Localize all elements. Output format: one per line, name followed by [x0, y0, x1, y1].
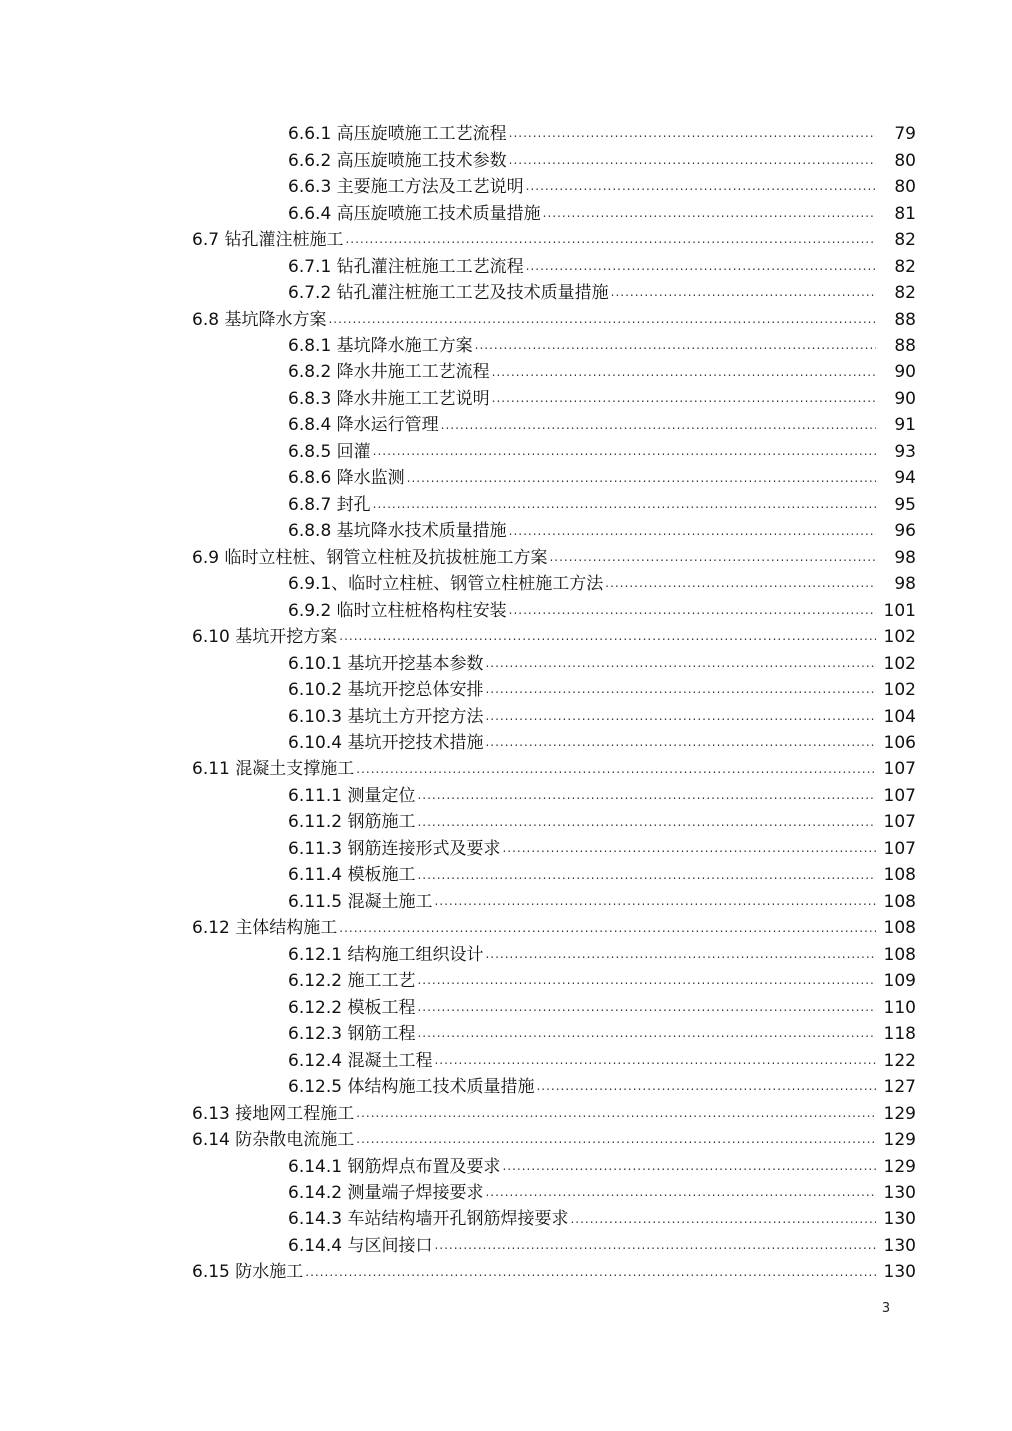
toc-entry-title: 6.6.3 主要施工方法及工艺说明	[288, 177, 524, 198]
dot-leader	[434, 889, 876, 915]
toc-entry[interactable]	[0, 994, 1012, 1020]
toc-entry-page-number: 90	[894, 362, 916, 383]
toc-entry[interactable]	[0, 571, 1012, 597]
toc-entry[interactable]	[0, 147, 1012, 173]
toc-entry-title: 6.9.2 临时立柱桩格构柱安装	[288, 600, 507, 621]
dot-leader	[475, 333, 876, 359]
toc-entry-page-number: 79	[894, 124, 916, 145]
toc-entry-title: 6.7.2 钻孔灌注桩施工工艺及技术质量措施	[288, 283, 609, 304]
toc-entry-page-number: 129	[883, 1130, 916, 1151]
toc-entry-title: 6.8.2 降水井施工工艺流程	[288, 362, 490, 383]
dot-leader	[434, 1047, 876, 1073]
dot-leader	[373, 439, 876, 465]
dot-leader	[526, 253, 876, 279]
dot-leader	[605, 571, 876, 597]
toc-entry-title: 6.12.2 施工工艺	[288, 971, 416, 992]
toc-entry-title: 6.8.3 降水井施工工艺说明	[288, 388, 490, 409]
dot-leader	[441, 412, 876, 438]
toc-entry-page-number: 81	[894, 203, 916, 224]
toc-entry-title: 6.12.4 混凝土工程	[288, 1050, 433, 1071]
table-of-contents	[0, 121, 1012, 1286]
dot-leader	[492, 359, 876, 385]
dot-leader	[407, 465, 876, 491]
dot-leader	[417, 862, 876, 888]
dot-leader	[549, 545, 876, 571]
dot-leader	[417, 1021, 876, 1047]
toc-entry[interactable]	[0, 730, 1012, 756]
toc-entry-page-number: 108	[883, 944, 916, 965]
toc-entry-title: 6.8.8 基坑降水技术质量措施	[288, 521, 507, 542]
toc-entry-page-number: 94	[894, 468, 916, 489]
toc-entry-page-number: 88	[894, 335, 916, 356]
toc-entry-page-number: 104	[883, 706, 916, 727]
toc-entry[interactable]	[0, 968, 1012, 994]
toc-entry[interactable]	[0, 915, 1012, 941]
toc-entry-page-number: 98	[894, 547, 916, 568]
toc-entry-page-number: 88	[894, 309, 916, 330]
toc-entry-title: 6.11.4 模板施工	[288, 865, 416, 886]
toc-entry-title: 6.10.3 基坑土方开挖方法	[288, 706, 484, 727]
toc-entry-title: 6.8.6 降水监测	[288, 468, 405, 489]
dot-leader	[417, 809, 876, 835]
toc-entry[interactable]	[0, 280, 1012, 306]
toc-entry[interactable]	[0, 677, 1012, 703]
dot-leader	[305, 1259, 876, 1285]
toc-entry-page-number: 98	[894, 574, 916, 595]
dot-leader	[509, 147, 876, 173]
dot-leader	[502, 836, 876, 862]
dot-leader	[509, 121, 876, 147]
toc-entry-page-number: 102	[883, 680, 916, 701]
toc-entry[interactable]	[0, 492, 1012, 518]
toc-entry-page-number: 91	[894, 415, 916, 436]
toc-entry[interactable]	[0, 1100, 1012, 1126]
toc-entry-page-number: 106	[883, 733, 916, 754]
toc-entry-page-number: 102	[883, 627, 916, 648]
toc-entry-page-number: 80	[894, 150, 916, 171]
toc-entry-page-number: 122	[883, 1050, 916, 1071]
toc-entry[interactable]	[0, 1206, 1012, 1232]
toc-entry-title: 6.8 基坑降水方案	[192, 309, 327, 330]
toc-entry-page-number: 102	[883, 653, 916, 674]
toc-entry-title: 6.6.4 高压旋喷施工技术质量措施	[288, 203, 541, 224]
dot-leader	[536, 1074, 876, 1100]
dot-leader	[417, 968, 876, 994]
toc-entry-title: 6.10.1 基坑开挖基本参数	[288, 653, 484, 674]
dot-leader	[434, 1233, 876, 1259]
toc-entry-title: 6.6.2 高压旋喷施工技术参数	[288, 150, 507, 171]
toc-entry-title: 6.11.2 钢筋施工	[288, 812, 416, 833]
toc-entry-page-number: 129	[883, 1156, 916, 1177]
toc-entry-title: 6.8.4 降水运行管理	[288, 415, 439, 436]
dot-leader	[526, 174, 876, 200]
toc-entry-title: 6.8.7 封孔	[288, 494, 371, 515]
toc-entry[interactable]	[0, 412, 1012, 438]
toc-entry[interactable]	[0, 359, 1012, 385]
toc-entry[interactable]	[0, 756, 1012, 782]
toc-entry[interactable]	[0, 253, 1012, 279]
toc-entry-page-number: 108	[883, 918, 916, 939]
toc-entry-title: 6.12 主体结构施工	[192, 918, 338, 939]
toc-entry-title: 6.8.1 基坑降水施工方案	[288, 335, 473, 356]
toc-entry-title: 6.12.1 结构施工组织设计	[288, 944, 484, 965]
toc-entry-page-number: 107	[883, 785, 916, 806]
dot-leader	[339, 624, 876, 650]
toc-entry-page-number: 82	[894, 256, 916, 277]
toc-entry-page-number: 93	[894, 441, 916, 462]
toc-entry-page-number: 129	[883, 1103, 916, 1124]
dot-leader	[485, 1180, 876, 1206]
toc-entry-title: 6.12.2 模板工程	[288, 997, 416, 1018]
toc-entry-title: 6.15 防水施工	[192, 1262, 304, 1283]
toc-entry-page-number: 130	[883, 1262, 916, 1283]
toc-entry-title: 6.11.3 钢筋连接形式及要求	[288, 838, 501, 859]
toc-entry-title: 6.11.1 测量定位	[288, 785, 416, 806]
dot-leader	[485, 703, 876, 729]
toc-entry-title: 6.13 接地网工程施工	[192, 1103, 355, 1124]
toc-entry[interactable]	[0, 1074, 1012, 1100]
toc-entry[interactable]	[0, 942, 1012, 968]
toc-entry[interactable]	[0, 1127, 1012, 1153]
toc-entry[interactable]	[0, 439, 1012, 465]
toc-entry[interactable]	[0, 545, 1012, 571]
dot-leader	[356, 1127, 876, 1153]
toc-entry-page-number: 108	[883, 865, 916, 886]
toc-entry[interactable]	[0, 121, 1012, 147]
toc-entry-title: 6.10.4 基坑开挖技术措施	[288, 733, 484, 754]
toc-entry-page-number: 107	[883, 812, 916, 833]
dot-leader	[502, 1153, 876, 1179]
toc-entry[interactable]	[0, 783, 1012, 809]
toc-entry-page-number: 107	[883, 759, 916, 780]
toc-entry[interactable]	[0, 333, 1012, 359]
toc-entry[interactable]	[0, 650, 1012, 676]
dot-leader	[485, 942, 876, 968]
toc-entry-page-number: 95	[894, 494, 916, 515]
toc-entry[interactable]	[0, 386, 1012, 412]
dot-leader	[356, 756, 876, 782]
toc-entry-page-number: 82	[894, 283, 916, 304]
toc-entry[interactable]	[0, 624, 1012, 650]
toc-entry-page-number: 130	[883, 1235, 916, 1256]
page-number: 3	[881, 1301, 891, 1316]
dot-leader	[485, 730, 876, 756]
toc-entry[interactable]	[0, 889, 1012, 915]
toc-entry-title: 6.10 基坑开挖方案	[192, 627, 338, 648]
toc-entry-title: 6.14.2 测量端子焊接要求	[288, 1182, 484, 1203]
toc-entry-title: 6.14 防杂散电流施工	[192, 1130, 355, 1151]
toc-entry-title: 6.11 混凝土支撑施工	[192, 759, 355, 780]
dot-leader	[611, 280, 876, 306]
dot-leader	[485, 677, 876, 703]
toc-entry-title: 6.7 钻孔灌注桩施工	[192, 230, 344, 251]
dot-leader	[328, 306, 876, 332]
dot-leader	[509, 597, 876, 623]
toc-entry-title: 6.9 临时立柱桩、钢管立柱桩及抗拔桩施工方案	[192, 547, 548, 568]
dot-leader	[509, 518, 876, 544]
toc-entry-title: 6.7.1 钻孔灌注桩施工工艺流程	[288, 256, 524, 277]
toc-entry-page-number: 90	[894, 388, 916, 409]
dot-leader	[570, 1206, 876, 1232]
toc-entry[interactable]	[0, 1021, 1012, 1047]
toc-entry[interactable]	[0, 465, 1012, 491]
toc-entry-title: 6.6.1 高压旋喷施工工艺流程	[288, 124, 507, 145]
toc-entry-title: 6.14.3 车站结构墙开孔钢筋焊接要求	[288, 1209, 569, 1230]
toc-entry-title: 6.12.5 体结构施工技术质量措施	[288, 1077, 535, 1098]
toc-entry-page-number: 108	[883, 891, 916, 912]
toc-entry-title: 6.11.5 混凝土施工	[288, 891, 433, 912]
toc-entry-page-number: 96	[894, 521, 916, 542]
toc-entry-page-number: 110	[883, 997, 916, 1018]
toc-entry-title: 6.10.2 基坑开挖总体安排	[288, 680, 484, 701]
toc-entry[interactable]	[0, 227, 1012, 253]
dot-leader	[543, 200, 876, 226]
toc-entry-page-number: 130	[883, 1209, 916, 1230]
toc-entry-title: 6.14.4 与区间接口	[288, 1235, 433, 1256]
toc-entry[interactable]	[0, 306, 1012, 332]
toc-entry[interactable]	[0, 1180, 1012, 1206]
dot-leader	[492, 386, 876, 412]
toc-entry[interactable]	[0, 200, 1012, 226]
toc-entry-page-number: 118	[883, 1024, 916, 1045]
toc-entry[interactable]	[0, 597, 1012, 623]
dot-leader	[417, 994, 876, 1020]
dot-leader	[417, 783, 876, 809]
dot-leader	[485, 650, 876, 676]
toc-entry-page-number: 82	[894, 230, 916, 251]
toc-entry-title: 6.12.3 钢筋工程	[288, 1024, 416, 1045]
dot-leader	[373, 492, 876, 518]
toc-entry[interactable]	[0, 809, 1012, 835]
toc-entry[interactable]	[0, 1153, 1012, 1179]
toc-entry-page-number: 107	[883, 838, 916, 859]
toc-entry[interactable]	[0, 1233, 1012, 1259]
toc-entry-page-number: 109	[883, 971, 916, 992]
toc-entry[interactable]	[0, 836, 1012, 862]
toc-entry-title: 6.9.1、临时立柱桩、钢管立柱桩施工方法	[288, 574, 604, 595]
toc-entry[interactable]	[0, 862, 1012, 888]
toc-entry-page-number: 130	[883, 1182, 916, 1203]
toc-entry-title: 6.8.5 回灌	[288, 441, 371, 462]
toc-entry-page-number: 127	[883, 1077, 916, 1098]
toc-entry-page-number: 101	[883, 600, 916, 621]
toc-entry[interactable]	[0, 1047, 1012, 1073]
toc-entry-page-number: 80	[894, 177, 916, 198]
toc-entry[interactable]	[0, 174, 1012, 200]
dot-leader	[345, 227, 876, 253]
toc-entry[interactable]	[0, 703, 1012, 729]
toc-entry[interactable]	[0, 518, 1012, 544]
dot-leader	[339, 915, 876, 941]
dot-leader	[356, 1100, 876, 1126]
toc-entry-title: 6.14.1 钢筋焊点布置及要求	[288, 1156, 501, 1177]
toc-entry[interactable]	[0, 1259, 1012, 1285]
